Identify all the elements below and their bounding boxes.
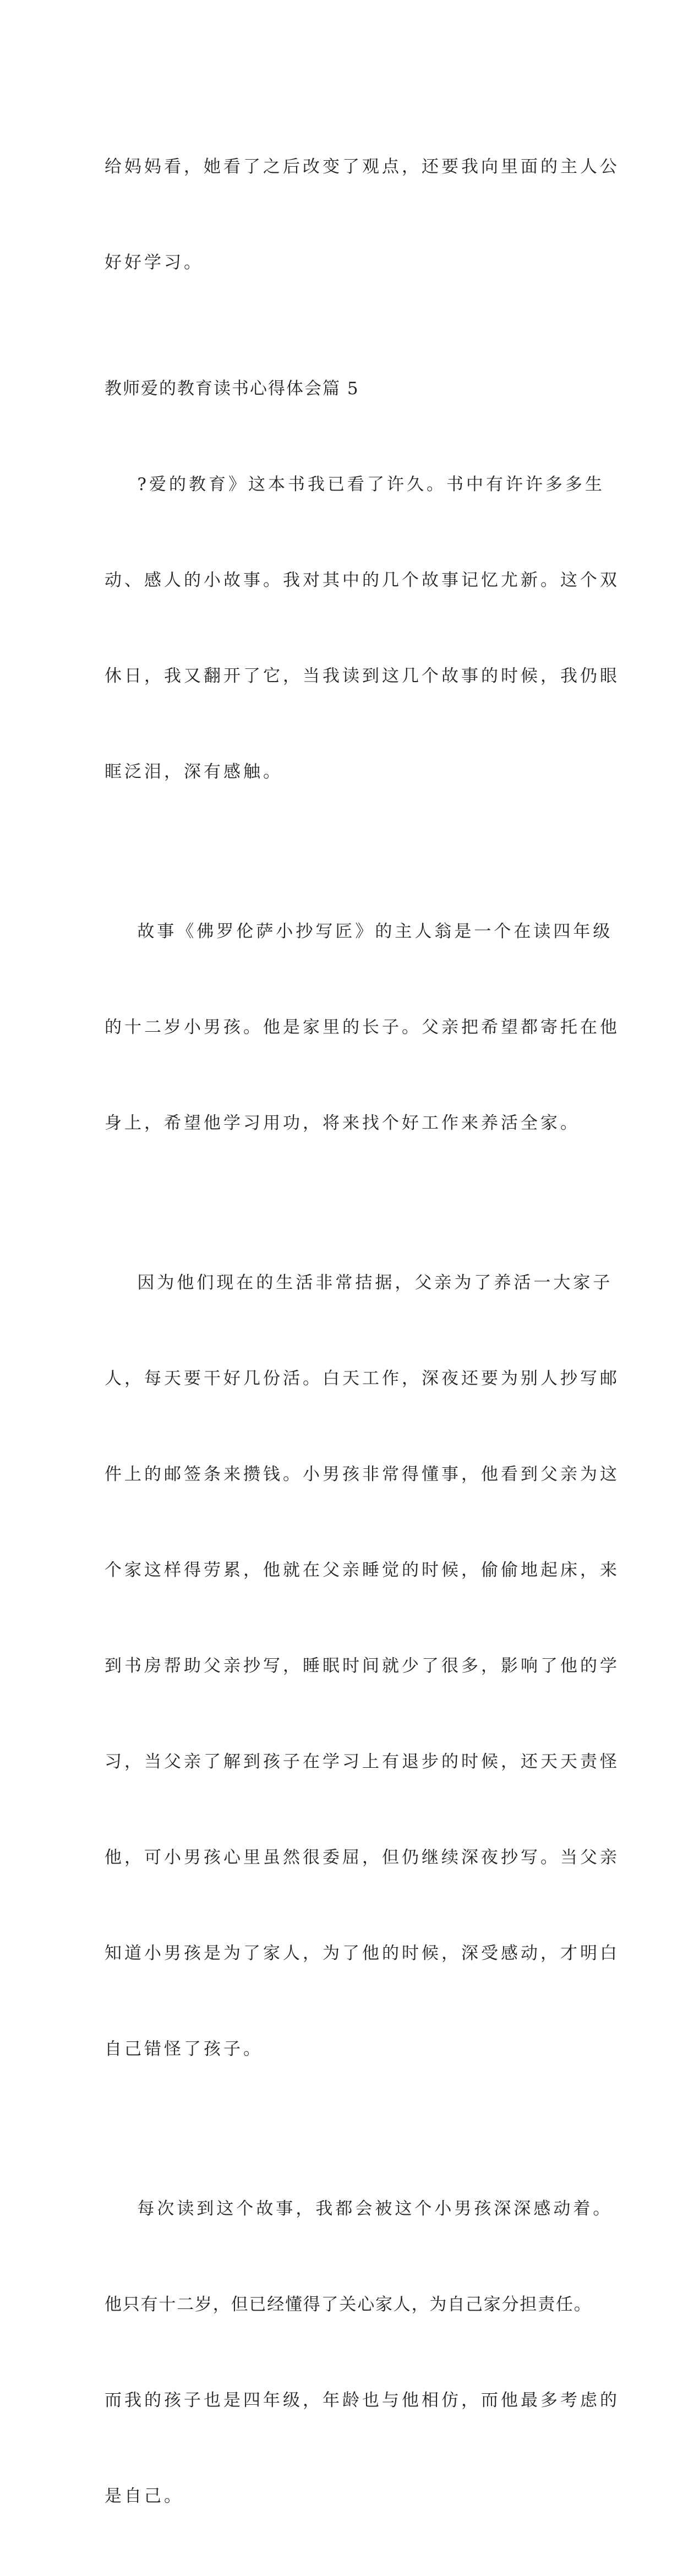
text-line: 而我的孩子也是四年级，年龄也与他相仿，而他最多考虑的 bbox=[105, 2390, 620, 2410]
text-line: 他只有十二岁，但已经懂得了关心家人，为自己家分担责任。 bbox=[105, 2295, 592, 2314]
text-line: 到书房帮助父亲抄写，睡眠时间就少了很多，影响了他的学 bbox=[105, 1656, 620, 1676]
text-line: 休日，我又翻开了它，当我读到这几个故事的时候，我仍眼 bbox=[105, 666, 620, 686]
text-line: 因为他们现在的生活非常拮据，父亲为了养活一大家子 bbox=[105, 1273, 613, 1293]
text-line: 件上的邮签条来攒钱。小男孩非常得懂事，他看到父亲为这 bbox=[105, 1464, 620, 1484]
text-line: 习，当父亲了解到孩子在学习上有退步的时候，还天天责怪 bbox=[105, 1752, 620, 1772]
text-line: 人，每天要干好几份活。白天工作，深夜还要为别人抄写邮 bbox=[105, 1369, 620, 1388]
text-line: 给妈妈看，她看了之后改变了观点，还要我向里面的主人公 bbox=[105, 157, 620, 177]
paragraph-1 bbox=[105, 405, 620, 852]
text-line: 他，可小男孩心里虽然很委屈，但仍继续深夜抄写。当父亲 bbox=[105, 1848, 620, 1867]
document-page bbox=[105, 87, 620, 2576]
text-line: 是自己。 bbox=[105, 2486, 184, 2506]
paragraph-3 bbox=[105, 1203, 620, 2129]
text-line: 故事《佛罗伦萨小抄写匠》的主人翁是一个在读四年级 bbox=[105, 922, 613, 941]
text-line: 身上，希望他学习用功，将来找个好工作来养活全家。 bbox=[105, 1113, 580, 1133]
text-line: 好好学习。 bbox=[105, 253, 204, 273]
intro-paragraph bbox=[105, 87, 620, 342]
text-line: 眶泛泪，深有感触。 bbox=[105, 762, 283, 782]
section-title: 教师爱的教育读书心得体会篇 5 bbox=[105, 379, 359, 399]
text-line: ?爱的教育》这本书我已看了许久。书中有许许多多生 bbox=[105, 475, 605, 494]
paragraph-2 bbox=[105, 852, 620, 1203]
text-line: 知道小男孩是为了家人，为了他的时候，深受感动，才明白 bbox=[105, 1943, 620, 1963]
text-line: 个家这样得劳累，他就在父亲睡觉的时候，偷偷地起床，来 bbox=[105, 1560, 620, 1580]
text-line: 的十二岁小男孩。他是家里的长子。父亲把希望都寄托在他 bbox=[105, 1017, 620, 1037]
text-line: 每次读到这个故事，我都会被这个小男孩深深感动着。 bbox=[105, 2199, 613, 2219]
text-line: 自己错怪了孩子。 bbox=[105, 2039, 263, 2059]
text-line: 动、感人的小故事。我对其中的几个故事记忆尤新。这个双 bbox=[105, 570, 620, 590]
paragraph-4 bbox=[105, 2129, 620, 2576]
